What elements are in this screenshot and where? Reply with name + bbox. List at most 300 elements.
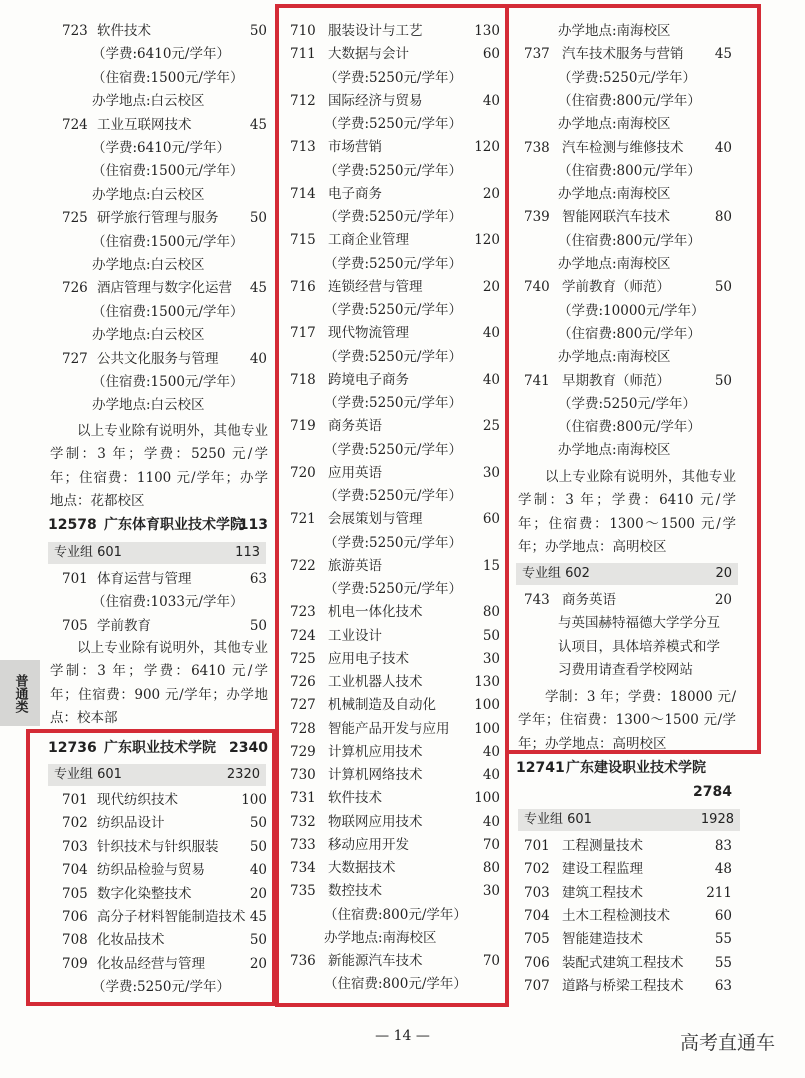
detail-text: （住宿费:1033元/学年）	[92, 594, 244, 611]
major-row	[278, 787, 506, 810]
detail-text: 办学地点:白云校区	[92, 327, 205, 344]
major-detail	[278, 206, 506, 229]
major-code: 703	[62, 838, 88, 855]
major-group-601	[518, 809, 740, 831]
detail-text: （学费:5250元/学年）	[324, 162, 462, 179]
major-plan-count: 40	[249, 350, 267, 367]
major-row	[510, 928, 800, 951]
detail-text: （住宿费:800元/学年）	[324, 906, 467, 923]
major-code: 732	[290, 813, 316, 830]
detail-text: 办学地点:南海校区	[558, 23, 671, 39]
major-detail	[0, 231, 275, 254]
major-detail	[278, 160, 506, 183]
major-detail	[278, 578, 506, 601]
detail-text: （住宿费:1500元/学年）	[92, 69, 244, 86]
major-name: 工程测量技术	[562, 838, 643, 854]
group-label: 专业组 601	[54, 767, 122, 782]
major-name: 学前教育（师范）	[562, 279, 670, 296]
major-code: 725	[62, 210, 88, 227]
major-name: 应用英语	[328, 464, 382, 481]
major-name: 化妆品经营与管理	[97, 955, 205, 972]
major-row	[510, 858, 800, 881]
major-name: 物联网应用技术	[328, 813, 423, 830]
major-plan-count: 48	[714, 861, 732, 878]
major-code: 705	[62, 617, 88, 634]
watermark: 高考直通车	[679, 1032, 775, 1054]
major-plan-count: 20	[482, 185, 500, 202]
major-code: 708	[62, 932, 88, 949]
major-code: 726	[62, 280, 88, 297]
major-name: 智能建造技术	[562, 931, 643, 948]
detail-text: （学费:5250元/学年）	[324, 581, 462, 597]
major-plan-count: 40	[482, 813, 500, 830]
major-name: 会展策划与管理	[328, 511, 423, 528]
major-name: 学前教育	[97, 617, 151, 634]
institution-plan: 2784	[693, 784, 732, 800]
major-plan-count: 25	[482, 418, 500, 435]
institution-12741	[510, 756, 738, 780]
major-row	[278, 950, 506, 973]
major-code: 716	[290, 278, 316, 295]
institution-code: 12578	[48, 517, 97, 533]
major-detail	[510, 416, 800, 439]
major-plan-count: 20	[714, 592, 732, 608]
institution-plan: 113	[238, 517, 268, 533]
major-row	[278, 625, 506, 648]
institution-name: 广东体育职业技术学院	[104, 517, 244, 533]
major-plan-count: 15	[482, 557, 500, 574]
detail-text: （学费:5250元/学年）	[324, 395, 462, 411]
major-plan-count: 20	[249, 955, 267, 972]
major-detail	[278, 532, 506, 555]
major-row	[278, 811, 506, 834]
major-name: 汽车技术服务与营销	[562, 46, 684, 63]
major-name: 高分子材料智能制造技术	[97, 909, 246, 925]
major-detail	[0, 301, 275, 324]
major-plan-count: 83	[714, 838, 732, 854]
major-row	[278, 369, 506, 392]
major-plan-count: 30	[482, 650, 500, 667]
major-code: 724	[62, 116, 88, 133]
major-name: 早期教育（师范）	[562, 372, 670, 389]
major-row	[510, 589, 800, 612]
major-plan-count: 60	[482, 511, 500, 528]
major-row	[278, 880, 506, 903]
major-code: 727	[62, 350, 88, 367]
major-plan-count: 45	[249, 909, 267, 925]
major-name: 机械制造及自动化	[328, 697, 436, 714]
major-row	[278, 764, 506, 787]
major-name: 计算机应用技术	[328, 743, 423, 760]
major-code: 702	[524, 861, 550, 878]
major-code: 724	[290, 627, 316, 644]
major-detail	[0, 137, 275, 160]
major-row	[278, 183, 506, 206]
major-detail	[0, 67, 275, 90]
major-detail	[510, 439, 800, 462]
detail-text: （学费:10000元/学年）	[558, 302, 705, 319]
major-plan-count: 100	[474, 697, 500, 714]
major-plan-count: 20	[482, 278, 500, 295]
major-name: 公共文化服务与管理	[97, 350, 219, 367]
major-plan-count: 100	[241, 792, 267, 808]
major-row	[0, 114, 275, 137]
major-row	[0, 789, 275, 812]
major-row	[278, 508, 506, 531]
detail-text: （学费:5250元/学年）	[558, 395, 696, 412]
major-detail	[510, 90, 800, 113]
major-row	[510, 905, 800, 928]
major-row	[510, 952, 800, 975]
major-code: 741	[524, 372, 550, 389]
major-plan-count: 80	[714, 209, 732, 226]
major-row	[0, 20, 275, 43]
major-detail	[278, 113, 506, 136]
major-detail	[278, 439, 506, 462]
detail-text: 办学地点:白云校区	[92, 93, 205, 110]
major-row	[278, 136, 506, 159]
major-name: 连锁经营与管理	[328, 278, 423, 295]
major-code: 727	[290, 697, 316, 714]
major-code: 734	[290, 860, 316, 876]
institution-code: 12736	[48, 740, 97, 756]
major-plan-count: 130	[474, 23, 500, 39]
major-code: 722	[290, 557, 316, 574]
major-name: 工业机器人技术	[328, 674, 423, 690]
major-plan-count: 50	[249, 23, 267, 39]
major-name: 商务英语	[562, 592, 616, 608]
major-row	[278, 834, 506, 857]
category-side-tab: 普通类	[0, 660, 40, 726]
detail-text: 办学地点:南海校区	[558, 256, 671, 272]
detail-text: （住宿费:1500元/学年）	[92, 374, 244, 390]
major-plan-count: 100	[474, 720, 500, 737]
major-detail	[510, 183, 800, 206]
major-name: 道路与桥梁工程技术	[562, 977, 684, 994]
major-plan-count: 50	[714, 372, 732, 389]
major-row	[510, 206, 800, 229]
detail-text: （住宿费:800元/学年）	[558, 162, 701, 179]
major-plan-count: 80	[482, 860, 500, 876]
major-detail	[278, 927, 506, 950]
detail-text: （学费:5250元/学年）	[558, 69, 696, 86]
major-code: 703	[524, 884, 550, 901]
major-name: 土木工程检测技术	[562, 907, 670, 924]
detail-text: （学费:5250元/学年）	[324, 441, 462, 458]
major-name: 国际经济与贸易	[328, 92, 423, 109]
detail-text: 办学地点:白云校区	[92, 397, 205, 414]
major-detail	[510, 300, 800, 323]
detail-text: 办学地点:白云校区	[92, 257, 205, 273]
detail-text: （学费:5250元/学年）	[324, 116, 462, 132]
detail-text: （学费:5250元/学年）	[324, 302, 462, 318]
major-code: 723	[290, 604, 316, 621]
major-name: 大数据与会计	[328, 46, 409, 63]
major-plan-count: 45	[249, 280, 267, 297]
major-plan-count: 40	[482, 371, 500, 388]
major-row	[278, 229, 506, 252]
major-row	[510, 975, 800, 998]
major-detail	[0, 324, 275, 347]
major-row	[278, 601, 506, 624]
major-name: 市场营销	[328, 139, 382, 156]
major-detail	[0, 976, 275, 999]
major-name: 跨境电子商务	[328, 371, 409, 388]
major-row	[0, 812, 275, 835]
major-code: 704	[524, 907, 550, 924]
major-row	[278, 322, 506, 345]
major-plan-count: 20	[249, 885, 267, 902]
major-row	[278, 415, 506, 438]
major-name: 研学旅行管理与服务	[97, 210, 219, 227]
group-count: 2320	[226, 767, 260, 782]
major-plan-count: 50	[482, 627, 500, 644]
major-code: 707	[524, 977, 550, 994]
detail-text: 办学地点:白云校区	[92, 186, 205, 203]
major-name: 纺织品检验与贸易	[97, 862, 205, 879]
major-row	[0, 953, 275, 976]
major-detail	[0, 591, 275, 614]
detail-text: （住宿费:1500元/学年）	[92, 163, 244, 180]
major-row	[278, 671, 506, 694]
major-code: 737	[524, 46, 550, 63]
major-detail	[510, 659, 800, 682]
detail-text: 与英国赫特福德大学学分互	[558, 615, 720, 632]
major-name: 现代物流管理	[328, 325, 409, 342]
institution-code: 12741	[516, 760, 565, 776]
major-name: 装配式建筑工程技术	[562, 954, 684, 971]
detail-text: （住宿费:800元/学年）	[558, 419, 701, 436]
major-name: 工业互联网技术	[97, 116, 192, 133]
major-row	[0, 883, 275, 906]
major-code: 706	[524, 954, 550, 971]
major-detail	[0, 90, 275, 113]
major-detail	[0, 254, 275, 277]
major-detail	[278, 67, 506, 90]
major-row	[510, 137, 800, 160]
major-code: 720	[290, 464, 316, 481]
major-row	[278, 555, 506, 578]
major-row	[0, 859, 275, 882]
major-name: 电子商务	[328, 185, 382, 202]
major-code: 712	[290, 92, 316, 109]
detail-text: （住宿费:800元/学年）	[558, 92, 701, 109]
major-row	[0, 207, 275, 230]
major-plan-count: 50	[249, 838, 267, 855]
major-detail	[510, 612, 800, 635]
institution-name: 广东建设职业技术学院	[566, 760, 706, 776]
detail-text: （学费:5250元/学年）	[324, 255, 462, 272]
group-label: 专业组 601	[524, 812, 592, 827]
major-plan-count: 55	[714, 931, 732, 948]
col1-note-2: 以上专业除有说明外，其他专业学制：3 年；学费：6410 元/学年；住宿费：900 元/学年；办学地点：校本部	[50, 640, 268, 726]
major-detail	[510, 346, 800, 369]
detail-text: 办学地点:南海校区	[324, 929, 437, 946]
major-detail	[278, 904, 506, 927]
major-code: 705	[524, 931, 550, 948]
detail-text: （学费:5250元/学年）	[324, 69, 462, 86]
major-code: 702	[62, 815, 88, 832]
major-row	[510, 835, 800, 858]
major-row	[278, 857, 506, 880]
major-name: 汽车检测与维修技术	[562, 139, 684, 156]
major-group-602	[516, 563, 738, 585]
major-code: 711	[290, 46, 316, 63]
major-plan-count: 130	[474, 674, 500, 690]
detail-text: 办学地点:南海校区	[558, 349, 671, 366]
major-detail	[510, 20, 800, 43]
major-row	[278, 694, 506, 717]
col3-note-2: 学制：3 年；学费：18000 元/学年；住宿费：1300～1500 元/学年；办学地点：高明校区	[518, 689, 736, 752]
major-plan-count: 45	[714, 46, 732, 63]
major-name: 数字化染整技术	[97, 885, 192, 902]
major-group-601	[48, 542, 266, 564]
major-name: 计算机网络技术	[328, 767, 423, 783]
detail-text: （住宿费:800元/学年）	[558, 325, 701, 342]
major-name: 机电一体化技术	[328, 604, 423, 621]
major-code: 723	[62, 23, 88, 39]
major-code: 736	[290, 953, 316, 969]
major-name: 大数据技术	[328, 860, 396, 876]
major-detail	[510, 67, 800, 90]
major-detail	[510, 160, 800, 183]
major-row	[0, 836, 275, 859]
major-code: 743	[524, 592, 550, 608]
major-code: 725	[290, 650, 316, 667]
major-name: 移动应用开发	[328, 836, 409, 853]
major-detail	[278, 253, 506, 276]
major-plan-count: 60	[714, 907, 732, 924]
major-detail	[278, 392, 506, 415]
major-name: 化妆品技术	[97, 932, 165, 949]
major-code: 739	[524, 209, 550, 226]
major-plan-count: 63	[249, 571, 267, 587]
major-row	[0, 929, 275, 952]
major-name: 工业设计	[328, 627, 382, 644]
detail-text: （学费:6410元/学年）	[92, 140, 230, 156]
major-name: 软件技术	[328, 790, 382, 807]
major-plan-count: 120	[474, 139, 500, 156]
major-row	[0, 615, 275, 638]
major-group-601	[48, 764, 266, 786]
major-plan-count: 50	[249, 815, 267, 832]
detail-text: （住宿费:1500元/学年）	[92, 233, 244, 250]
major-detail	[510, 253, 800, 276]
group-count: 113	[235, 545, 260, 560]
major-plan-count: 60	[482, 46, 500, 63]
major-code: 740	[524, 279, 550, 296]
detail-text: （学费:6410元/学年）	[92, 46, 230, 63]
major-code: 709	[62, 955, 88, 972]
institution-plan-row	[510, 780, 738, 804]
major-detail	[278, 485, 506, 508]
major-code: 738	[524, 139, 550, 156]
major-name: 体育运营与管理	[97, 571, 192, 587]
major-code: 717	[290, 325, 316, 342]
major-plan-count: 50	[249, 617, 267, 634]
detail-text: 认项目，具体培养模式和学	[558, 638, 720, 655]
major-code: 733	[290, 836, 316, 853]
major-name: 建设工程监理	[562, 861, 643, 878]
major-row	[278, 20, 506, 43]
major-plan-count: 211	[706, 884, 732, 901]
major-code: 715	[290, 232, 316, 249]
col1-note-1: 以上专业除有说明外，其他专业学制：3 年；学费：5250 元/学年；住宿费：1100 元/学年；办学地点：花都校区	[50, 423, 268, 509]
major-detail	[278, 299, 506, 322]
institution-12736	[0, 736, 275, 760]
major-code: 705	[62, 885, 88, 902]
major-name: 酒店管理与数字化运营	[97, 280, 232, 297]
major-code: 726	[290, 674, 316, 690]
major-detail	[278, 973, 506, 996]
major-row	[278, 43, 506, 66]
major-code: 704	[62, 862, 88, 879]
institution-plan: 2340	[229, 740, 268, 756]
major-row	[278, 648, 506, 671]
major-detail	[510, 323, 800, 346]
detail-text: （住宿费:1500元/学年）	[92, 303, 244, 320]
major-plan-count: 120	[474, 232, 500, 249]
group-count: 20	[715, 566, 732, 581]
major-code: 710	[290, 23, 316, 39]
major-code: 729	[290, 743, 316, 760]
page-number: — 14 —	[375, 1028, 430, 1044]
detail-text: 办学地点:南海校区	[558, 116, 671, 133]
major-name: 软件技术	[97, 23, 151, 39]
major-code: 701	[524, 838, 550, 854]
major-detail	[510, 636, 800, 659]
major-detail	[278, 346, 506, 369]
major-code: 735	[290, 883, 316, 900]
major-plan-count: 100	[474, 790, 500, 807]
major-code: 701	[62, 792, 88, 808]
major-detail	[0, 394, 275, 417]
major-row	[278, 718, 506, 741]
detail-text: 办学地点:南海校区	[558, 442, 671, 459]
major-row	[278, 90, 506, 113]
major-name: 建筑工程技术	[562, 884, 643, 901]
detail-text: （学费:5250元/学年）	[324, 534, 462, 551]
major-plan-count: 40	[249, 862, 267, 879]
major-plan-count: 40	[482, 743, 500, 760]
major-row	[0, 277, 275, 300]
detail-text: 习费用请查看学校网站	[558, 661, 693, 678]
major-name: 现代纺织技术	[97, 792, 178, 808]
major-detail	[0, 371, 275, 394]
major-name: 纺织品设计	[97, 815, 165, 832]
major-code: 713	[290, 139, 316, 156]
major-row	[510, 370, 800, 393]
major-plan-count: 63	[714, 977, 732, 994]
institution-name: 广东职业技术学院	[104, 740, 216, 756]
major-name: 旅游英语	[328, 557, 382, 574]
major-plan-count: 40	[714, 139, 732, 156]
detail-text: （学费:5250元/学年）	[324, 348, 462, 365]
detail-text: （学费:5250元/学年）	[324, 488, 462, 504]
major-name: 针织技术与针织服装	[97, 838, 219, 855]
major-detail	[510, 393, 800, 416]
major-row	[0, 568, 275, 591]
major-name: 新能源汽车技术	[328, 953, 423, 969]
major-row	[510, 276, 800, 299]
major-name: 数控技术	[328, 883, 382, 900]
col3-note-1: 以上专业除有说明外，其他专业学制：3 年；学费：6410 元/学年；住宿费：1300～1500 元/学年；办学地点：高明校区	[518, 469, 736, 555]
detail-text: （住宿费:800元/学年）	[324, 976, 467, 993]
major-plan-count: 70	[482, 836, 500, 853]
major-code: 731	[290, 790, 316, 807]
major-code: 719	[290, 418, 316, 435]
major-row	[510, 882, 800, 905]
